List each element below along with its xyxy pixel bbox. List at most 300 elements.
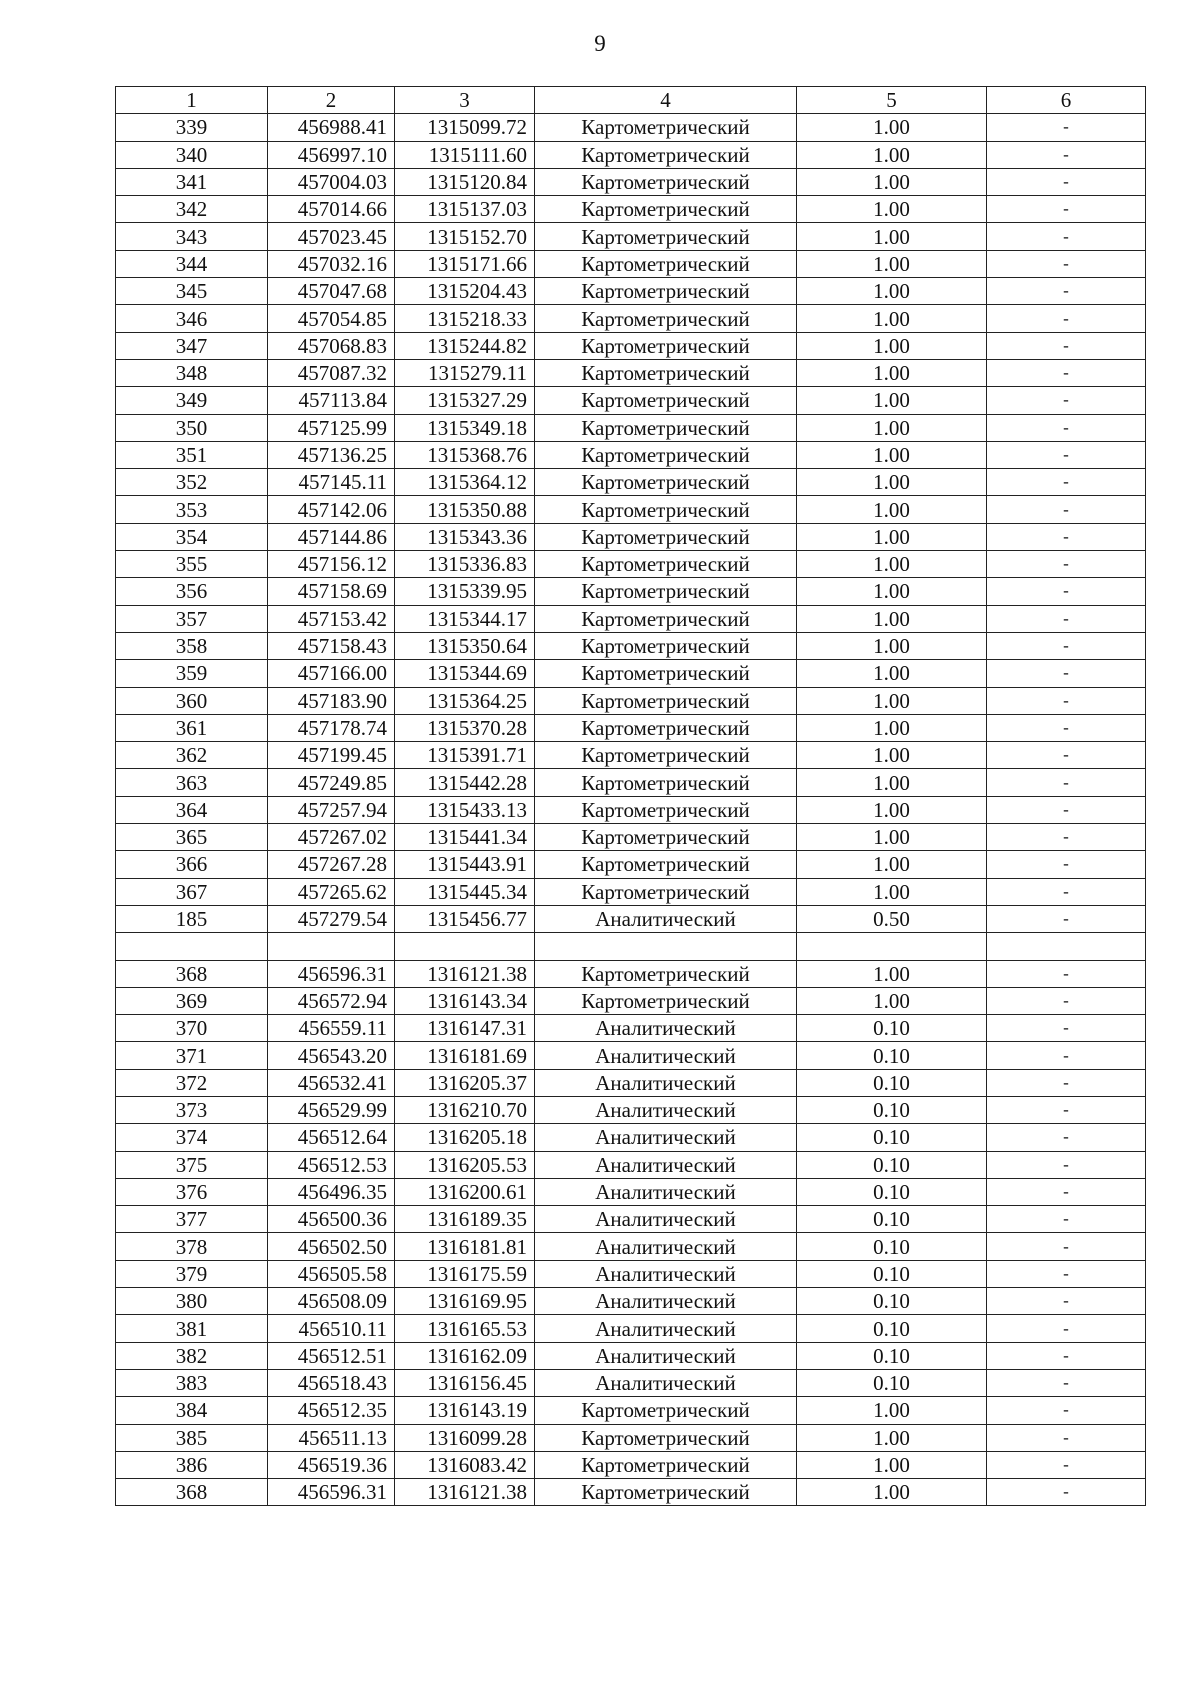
table-row bbox=[116, 796, 1146, 823]
x-coordinate-cell: 457054.85 bbox=[268, 305, 395, 332]
y-coordinate-cell: 1315364.25 bbox=[395, 687, 535, 714]
x-coordinate-cell: 457023.45 bbox=[268, 223, 395, 250]
point-number-cell: 352 bbox=[116, 469, 268, 496]
method-cell: Аналитический bbox=[535, 1342, 797, 1369]
point-number-cell: 370 bbox=[116, 1015, 268, 1042]
note-cell: - bbox=[987, 387, 1146, 414]
x-coordinate-cell: 457087.32 bbox=[268, 359, 395, 386]
y-coordinate-cell: 1316083.42 bbox=[395, 1451, 535, 1478]
x-coordinate-cell: 457125.99 bbox=[268, 414, 395, 441]
method-cell: Картометрический bbox=[535, 414, 797, 441]
y-coordinate-cell: 1315137.03 bbox=[395, 196, 535, 223]
method-cell: Картометрический bbox=[535, 687, 797, 714]
y-coordinate-cell: 1315218.33 bbox=[395, 305, 535, 332]
note-cell: - bbox=[987, 851, 1146, 878]
accuracy-cell: 1.00 bbox=[797, 114, 987, 141]
y-coordinate-cell: 1315445.34 bbox=[395, 878, 535, 905]
point-number-cell: 372 bbox=[116, 1069, 268, 1096]
accuracy-cell: 1.00 bbox=[797, 387, 987, 414]
method-cell: Картометрический bbox=[535, 660, 797, 687]
table-row bbox=[116, 1288, 1146, 1315]
x-coordinate-cell: 456532.41 bbox=[268, 1069, 395, 1096]
note-cell: - bbox=[987, 742, 1146, 769]
x-coordinate-cell: 456529.99 bbox=[268, 1096, 395, 1123]
y-coordinate-cell: 1316200.61 bbox=[395, 1178, 535, 1205]
method-cell: Картометрический bbox=[535, 1451, 797, 1478]
table-row bbox=[116, 1015, 1146, 1042]
table-row bbox=[116, 278, 1146, 305]
y-coordinate-cell: 1316210.70 bbox=[395, 1096, 535, 1123]
accuracy-cell: 0.10 bbox=[797, 1069, 987, 1096]
x-coordinate-cell: 457279.54 bbox=[268, 905, 395, 932]
y-coordinate-cell: 1316205.18 bbox=[395, 1124, 535, 1151]
note-cell: - bbox=[987, 824, 1146, 851]
table-row bbox=[116, 742, 1146, 769]
x-coordinate-cell: 456543.20 bbox=[268, 1042, 395, 1069]
accuracy-cell: 1.00 bbox=[797, 469, 987, 496]
method-cell: Картометрический bbox=[535, 168, 797, 195]
table-row bbox=[116, 1178, 1146, 1205]
method-cell: Картометрический bbox=[535, 851, 797, 878]
y-coordinate-cell: 1315204.43 bbox=[395, 278, 535, 305]
method-cell: Картометрический bbox=[535, 141, 797, 168]
note-cell: - bbox=[987, 1069, 1146, 1096]
x-coordinate-cell: 457047.68 bbox=[268, 278, 395, 305]
y-coordinate-cell: 1315336.83 bbox=[395, 551, 535, 578]
note-cell: - bbox=[987, 905, 1146, 932]
method-cell: Картометрический bbox=[535, 769, 797, 796]
point-number-cell: 351 bbox=[116, 441, 268, 468]
point-number-cell: 366 bbox=[116, 851, 268, 878]
method-cell: Картометрический bbox=[535, 824, 797, 851]
method-cell: Аналитический bbox=[535, 1288, 797, 1315]
method-cell: Картометрический bbox=[535, 551, 797, 578]
table-row bbox=[116, 933, 1146, 960]
point-number-cell: 354 bbox=[116, 523, 268, 550]
method-cell: Картометрический bbox=[535, 223, 797, 250]
note-cell: - bbox=[987, 1096, 1146, 1123]
point-number-cell: 340 bbox=[116, 141, 268, 168]
method-cell: Картометрический bbox=[535, 987, 797, 1014]
coordinates-table bbox=[115, 86, 1146, 1506]
x-coordinate-cell: 457158.43 bbox=[268, 632, 395, 659]
y-coordinate-cell: 1316143.19 bbox=[395, 1397, 535, 1424]
point-number-cell: 374 bbox=[116, 1124, 268, 1151]
method-cell: Картометрический bbox=[535, 523, 797, 550]
column-header-1: 1 bbox=[116, 87, 268, 114]
note-cell: - bbox=[987, 551, 1146, 578]
table-row bbox=[116, 1260, 1146, 1287]
accuracy-cell: 1.00 bbox=[797, 496, 987, 523]
accuracy-cell: 1.00 bbox=[797, 742, 987, 769]
table-row bbox=[116, 1424, 1146, 1451]
x-coordinate-cell: 456596.31 bbox=[268, 1479, 395, 1506]
x-coordinate-cell: 456502.50 bbox=[268, 1233, 395, 1260]
accuracy-cell: 1.00 bbox=[797, 1424, 987, 1451]
table-row bbox=[116, 1397, 1146, 1424]
method-cell bbox=[535, 933, 797, 960]
method-cell: Картометрический bbox=[535, 114, 797, 141]
table-row bbox=[116, 1206, 1146, 1233]
x-coordinate-cell: 456508.09 bbox=[268, 1288, 395, 1315]
point-number-cell: 345 bbox=[116, 278, 268, 305]
header-row bbox=[116, 87, 1146, 114]
table-row bbox=[116, 1124, 1146, 1151]
x-coordinate-cell: 457004.03 bbox=[268, 168, 395, 195]
table-row bbox=[116, 196, 1146, 223]
table-row bbox=[116, 960, 1146, 987]
x-coordinate-cell: 457178.74 bbox=[268, 714, 395, 741]
note-cell: - bbox=[987, 1451, 1146, 1478]
y-coordinate-cell: 1315442.28 bbox=[395, 769, 535, 796]
accuracy-cell: 1.00 bbox=[797, 960, 987, 987]
method-cell: Картометрический bbox=[535, 605, 797, 632]
note-cell: - bbox=[987, 796, 1146, 823]
note-cell: - bbox=[987, 960, 1146, 987]
accuracy-cell: 1.00 bbox=[797, 223, 987, 250]
y-coordinate-cell: 1315099.72 bbox=[395, 114, 535, 141]
note-cell: - bbox=[987, 578, 1146, 605]
table-row bbox=[116, 1151, 1146, 1178]
y-coordinate-cell: 1316181.81 bbox=[395, 1233, 535, 1260]
x-coordinate-cell: 457153.42 bbox=[268, 605, 395, 632]
column-header-2: 2 bbox=[268, 87, 395, 114]
point-number-cell: 361 bbox=[116, 714, 268, 741]
note-cell: - bbox=[987, 1288, 1146, 1315]
table-row bbox=[116, 305, 1146, 332]
method-cell: Аналитический bbox=[535, 1042, 797, 1069]
y-coordinate-cell: 1315120.84 bbox=[395, 168, 535, 195]
note-cell: - bbox=[987, 1206, 1146, 1233]
method-cell: Картометрический bbox=[535, 387, 797, 414]
y-coordinate-cell: 1315244.82 bbox=[395, 332, 535, 359]
method-cell: Картометрический bbox=[535, 1479, 797, 1506]
accuracy-cell: 0.10 bbox=[797, 1206, 987, 1233]
note-cell: - bbox=[987, 714, 1146, 741]
point-number-cell: 369 bbox=[116, 987, 268, 1014]
point-number-cell: 362 bbox=[116, 742, 268, 769]
table-row bbox=[116, 551, 1146, 578]
x-coordinate-cell: 456519.36 bbox=[268, 1451, 395, 1478]
column-header-5: 5 bbox=[797, 87, 987, 114]
point-number-cell: 347 bbox=[116, 332, 268, 359]
y-coordinate-cell: 1316181.69 bbox=[395, 1042, 535, 1069]
note-cell: - bbox=[987, 1260, 1146, 1287]
accuracy-cell: 1.00 bbox=[797, 551, 987, 578]
y-coordinate-cell: 1316143.34 bbox=[395, 987, 535, 1014]
x-coordinate-cell: 457267.02 bbox=[268, 824, 395, 851]
note-cell: - bbox=[987, 1124, 1146, 1151]
accuracy-cell: 1.00 bbox=[797, 714, 987, 741]
x-coordinate-cell: 456559.11 bbox=[268, 1015, 395, 1042]
point-number-cell: 185 bbox=[116, 905, 268, 932]
note-cell: - bbox=[987, 769, 1146, 796]
point-number-cell: 380 bbox=[116, 1288, 268, 1315]
method-cell: Аналитический bbox=[535, 1124, 797, 1151]
point-number-cell: 342 bbox=[116, 196, 268, 223]
table-row bbox=[116, 1042, 1146, 1069]
note-cell: - bbox=[987, 469, 1146, 496]
y-coordinate-cell: 1316121.38 bbox=[395, 960, 535, 987]
accuracy-cell: 1.00 bbox=[797, 168, 987, 195]
note-cell: - bbox=[987, 114, 1146, 141]
note-cell: - bbox=[987, 605, 1146, 632]
method-cell: Картометрический bbox=[535, 742, 797, 769]
table-row bbox=[116, 114, 1146, 141]
x-coordinate-cell: 457257.94 bbox=[268, 796, 395, 823]
y-coordinate-cell: 1316162.09 bbox=[395, 1342, 535, 1369]
accuracy-cell: 1.00 bbox=[797, 796, 987, 823]
point-number-cell: 376 bbox=[116, 1178, 268, 1205]
y-coordinate-cell: 1315364.12 bbox=[395, 469, 535, 496]
x-coordinate-cell: 456505.58 bbox=[268, 1260, 395, 1287]
x-coordinate-cell: 456511.13 bbox=[268, 1424, 395, 1451]
note-cell: - bbox=[987, 687, 1146, 714]
y-coordinate-cell: 1315443.91 bbox=[395, 851, 535, 878]
point-number-cell: 386 bbox=[116, 1451, 268, 1478]
y-coordinate-cell: 1315344.17 bbox=[395, 605, 535, 632]
table-row bbox=[116, 414, 1146, 441]
accuracy-cell: 1.00 bbox=[797, 687, 987, 714]
x-coordinate-cell: 457249.85 bbox=[268, 769, 395, 796]
x-coordinate-cell: 456512.64 bbox=[268, 1124, 395, 1151]
column-header-3: 3 bbox=[395, 87, 535, 114]
method-cell: Картометрический bbox=[535, 469, 797, 496]
accuracy-cell: 1.00 bbox=[797, 141, 987, 168]
method-cell: Картометрический bbox=[535, 714, 797, 741]
note-cell: - bbox=[987, 1424, 1146, 1451]
table-row bbox=[116, 605, 1146, 632]
accuracy-cell: 0.10 bbox=[797, 1369, 987, 1396]
y-coordinate-cell: 1315111.60 bbox=[395, 141, 535, 168]
point-number-cell: 375 bbox=[116, 1151, 268, 1178]
x-coordinate-cell: 456596.31 bbox=[268, 960, 395, 987]
x-coordinate-cell: 457156.12 bbox=[268, 551, 395, 578]
table-body bbox=[116, 114, 1146, 1506]
note-cell: - bbox=[987, 250, 1146, 277]
table-row bbox=[116, 1479, 1146, 1506]
accuracy-cell: 0.10 bbox=[797, 1178, 987, 1205]
accuracy-cell: 1.00 bbox=[797, 523, 987, 550]
method-cell: Картометрический bbox=[535, 878, 797, 905]
accuracy-cell: 1.00 bbox=[797, 851, 987, 878]
table-row bbox=[116, 824, 1146, 851]
y-coordinate-cell: 1315368.76 bbox=[395, 441, 535, 468]
method-cell: Аналитический bbox=[535, 1069, 797, 1096]
point-number-cell: 368 bbox=[116, 960, 268, 987]
note-cell: - bbox=[987, 305, 1146, 332]
note-cell: - bbox=[987, 1479, 1146, 1506]
table-row bbox=[116, 496, 1146, 523]
x-coordinate-cell bbox=[268, 933, 395, 960]
table-row bbox=[116, 851, 1146, 878]
table-row bbox=[116, 1342, 1146, 1369]
accuracy-cell: 1.00 bbox=[797, 824, 987, 851]
accuracy-cell: 0.10 bbox=[797, 1015, 987, 1042]
note-cell: - bbox=[987, 278, 1146, 305]
x-coordinate-cell: 457158.69 bbox=[268, 578, 395, 605]
accuracy-cell: 0.10 bbox=[797, 1315, 987, 1342]
x-coordinate-cell: 457183.90 bbox=[268, 687, 395, 714]
point-number-cell: 377 bbox=[116, 1206, 268, 1233]
y-coordinate-cell: 1315343.36 bbox=[395, 523, 535, 550]
method-cell: Картометрический bbox=[535, 960, 797, 987]
method-cell: Аналитический bbox=[535, 1260, 797, 1287]
method-cell: Аналитический bbox=[535, 1178, 797, 1205]
x-coordinate-cell: 457145.11 bbox=[268, 469, 395, 496]
accuracy-cell: 1.00 bbox=[797, 578, 987, 605]
point-number-cell: 359 bbox=[116, 660, 268, 687]
table-row bbox=[116, 1069, 1146, 1096]
point-number-cell bbox=[116, 933, 268, 960]
table-row bbox=[116, 168, 1146, 195]
accuracy-cell: 0.10 bbox=[797, 1151, 987, 1178]
method-cell: Аналитический bbox=[535, 1233, 797, 1260]
y-coordinate-cell: 1315350.88 bbox=[395, 496, 535, 523]
x-coordinate-cell: 456496.35 bbox=[268, 1178, 395, 1205]
y-coordinate-cell: 1315339.95 bbox=[395, 578, 535, 605]
x-coordinate-cell: 456997.10 bbox=[268, 141, 395, 168]
y-coordinate-cell: 1316156.45 bbox=[395, 1369, 535, 1396]
method-cell: Аналитический bbox=[535, 1206, 797, 1233]
accuracy-cell: 1.00 bbox=[797, 632, 987, 659]
table-row bbox=[116, 1096, 1146, 1123]
point-number-cell: 358 bbox=[116, 632, 268, 659]
accuracy-cell: 1.00 bbox=[797, 305, 987, 332]
method-cell: Картометрический bbox=[535, 578, 797, 605]
table-row bbox=[116, 359, 1146, 386]
y-coordinate-cell: 1316175.59 bbox=[395, 1260, 535, 1287]
method-cell: Картометрический bbox=[535, 796, 797, 823]
table-row bbox=[116, 1233, 1146, 1260]
note-cell: - bbox=[987, 1342, 1146, 1369]
note-cell: - bbox=[987, 1151, 1146, 1178]
method-cell: Картометрический bbox=[535, 332, 797, 359]
point-number-cell: 357 bbox=[116, 605, 268, 632]
point-number-cell: 353 bbox=[116, 496, 268, 523]
y-coordinate-cell: 1315171.66 bbox=[395, 250, 535, 277]
x-coordinate-cell: 457265.62 bbox=[268, 878, 395, 905]
column-header-6: 6 bbox=[987, 87, 1146, 114]
accuracy-cell: 0.50 bbox=[797, 905, 987, 932]
table-row bbox=[116, 387, 1146, 414]
note-cell: - bbox=[987, 987, 1146, 1014]
point-number-cell: 367 bbox=[116, 878, 268, 905]
x-coordinate-cell: 457113.84 bbox=[268, 387, 395, 414]
table-row bbox=[116, 441, 1146, 468]
point-number-cell: 350 bbox=[116, 414, 268, 441]
point-number-cell: 383 bbox=[116, 1369, 268, 1396]
x-coordinate-cell: 457166.00 bbox=[268, 660, 395, 687]
accuracy-cell: 0.10 bbox=[797, 1124, 987, 1151]
table-row bbox=[116, 250, 1146, 277]
accuracy-cell bbox=[797, 933, 987, 960]
table-row bbox=[116, 578, 1146, 605]
method-cell: Картометрический bbox=[535, 196, 797, 223]
table-row bbox=[116, 714, 1146, 741]
note-cell: - bbox=[987, 632, 1146, 659]
y-coordinate-cell: 1316205.53 bbox=[395, 1151, 535, 1178]
accuracy-cell: 1.00 bbox=[797, 769, 987, 796]
method-cell: Аналитический bbox=[535, 905, 797, 932]
method-cell: Картометрический bbox=[535, 1424, 797, 1451]
column-header-4: 4 bbox=[535, 87, 797, 114]
point-number-cell: 356 bbox=[116, 578, 268, 605]
note-cell: - bbox=[987, 660, 1146, 687]
method-cell: Картометрический bbox=[535, 1397, 797, 1424]
point-number-cell: 341 bbox=[116, 168, 268, 195]
point-number-cell: 378 bbox=[116, 1233, 268, 1260]
point-number-cell: 343 bbox=[116, 223, 268, 250]
note-cell: - bbox=[987, 1015, 1146, 1042]
y-coordinate-cell: 1316169.95 bbox=[395, 1288, 535, 1315]
x-coordinate-cell: 456988.41 bbox=[268, 114, 395, 141]
method-cell: Картометрический bbox=[535, 359, 797, 386]
method-cell: Аналитический bbox=[535, 1151, 797, 1178]
note-cell: - bbox=[987, 168, 1146, 195]
note-cell: - bbox=[987, 1042, 1146, 1069]
table-row bbox=[116, 632, 1146, 659]
x-coordinate-cell: 457032.16 bbox=[268, 250, 395, 277]
method-cell: Аналитический bbox=[535, 1096, 797, 1123]
note-cell: - bbox=[987, 223, 1146, 250]
note-cell: - bbox=[987, 1397, 1146, 1424]
accuracy-cell: 1.00 bbox=[797, 1479, 987, 1506]
y-coordinate-cell: 1315279.11 bbox=[395, 359, 535, 386]
accuracy-cell: 0.10 bbox=[797, 1042, 987, 1069]
accuracy-cell: 0.10 bbox=[797, 1233, 987, 1260]
table-row bbox=[116, 141, 1146, 168]
note-cell: - bbox=[987, 196, 1146, 223]
point-number-cell: 344 bbox=[116, 250, 268, 277]
method-cell: Аналитический bbox=[535, 1015, 797, 1042]
y-coordinate-cell: 1315349.18 bbox=[395, 414, 535, 441]
note-cell: - bbox=[987, 1315, 1146, 1342]
point-number-cell: 360 bbox=[116, 687, 268, 714]
x-coordinate-cell: 456512.53 bbox=[268, 1151, 395, 1178]
accuracy-cell: 0.10 bbox=[797, 1096, 987, 1123]
y-coordinate-cell: 1315441.34 bbox=[395, 824, 535, 851]
y-coordinate-cell: 1316121.38 bbox=[395, 1479, 535, 1506]
method-cell: Аналитический bbox=[535, 1369, 797, 1396]
x-coordinate-cell: 457068.83 bbox=[268, 332, 395, 359]
point-number-cell: 355 bbox=[116, 551, 268, 578]
point-number-cell: 385 bbox=[116, 1424, 268, 1451]
point-number-cell: 384 bbox=[116, 1397, 268, 1424]
y-coordinate-cell: 1316189.35 bbox=[395, 1206, 535, 1233]
note-cell bbox=[987, 933, 1146, 960]
x-coordinate-cell: 457136.25 bbox=[268, 441, 395, 468]
method-cell: Картометрический bbox=[535, 305, 797, 332]
y-coordinate-cell: 1316165.53 bbox=[395, 1315, 535, 1342]
point-number-cell: 346 bbox=[116, 305, 268, 332]
table-row bbox=[116, 332, 1146, 359]
method-cell: Картометрический bbox=[535, 496, 797, 523]
table-row bbox=[116, 223, 1146, 250]
accuracy-cell: 1.00 bbox=[797, 1397, 987, 1424]
y-coordinate-cell: 1315433.13 bbox=[395, 796, 535, 823]
note-cell: - bbox=[987, 878, 1146, 905]
note-cell: - bbox=[987, 1233, 1146, 1260]
x-coordinate-cell: 456512.51 bbox=[268, 1342, 395, 1369]
y-coordinate-cell: 1316205.37 bbox=[395, 1069, 535, 1096]
x-coordinate-cell: 457142.06 bbox=[268, 496, 395, 523]
y-coordinate-cell: 1315391.71 bbox=[395, 742, 535, 769]
accuracy-cell: 1.00 bbox=[797, 278, 987, 305]
table-header bbox=[116, 87, 1146, 114]
point-number-cell: 339 bbox=[116, 114, 268, 141]
note-cell: - bbox=[987, 1369, 1146, 1396]
